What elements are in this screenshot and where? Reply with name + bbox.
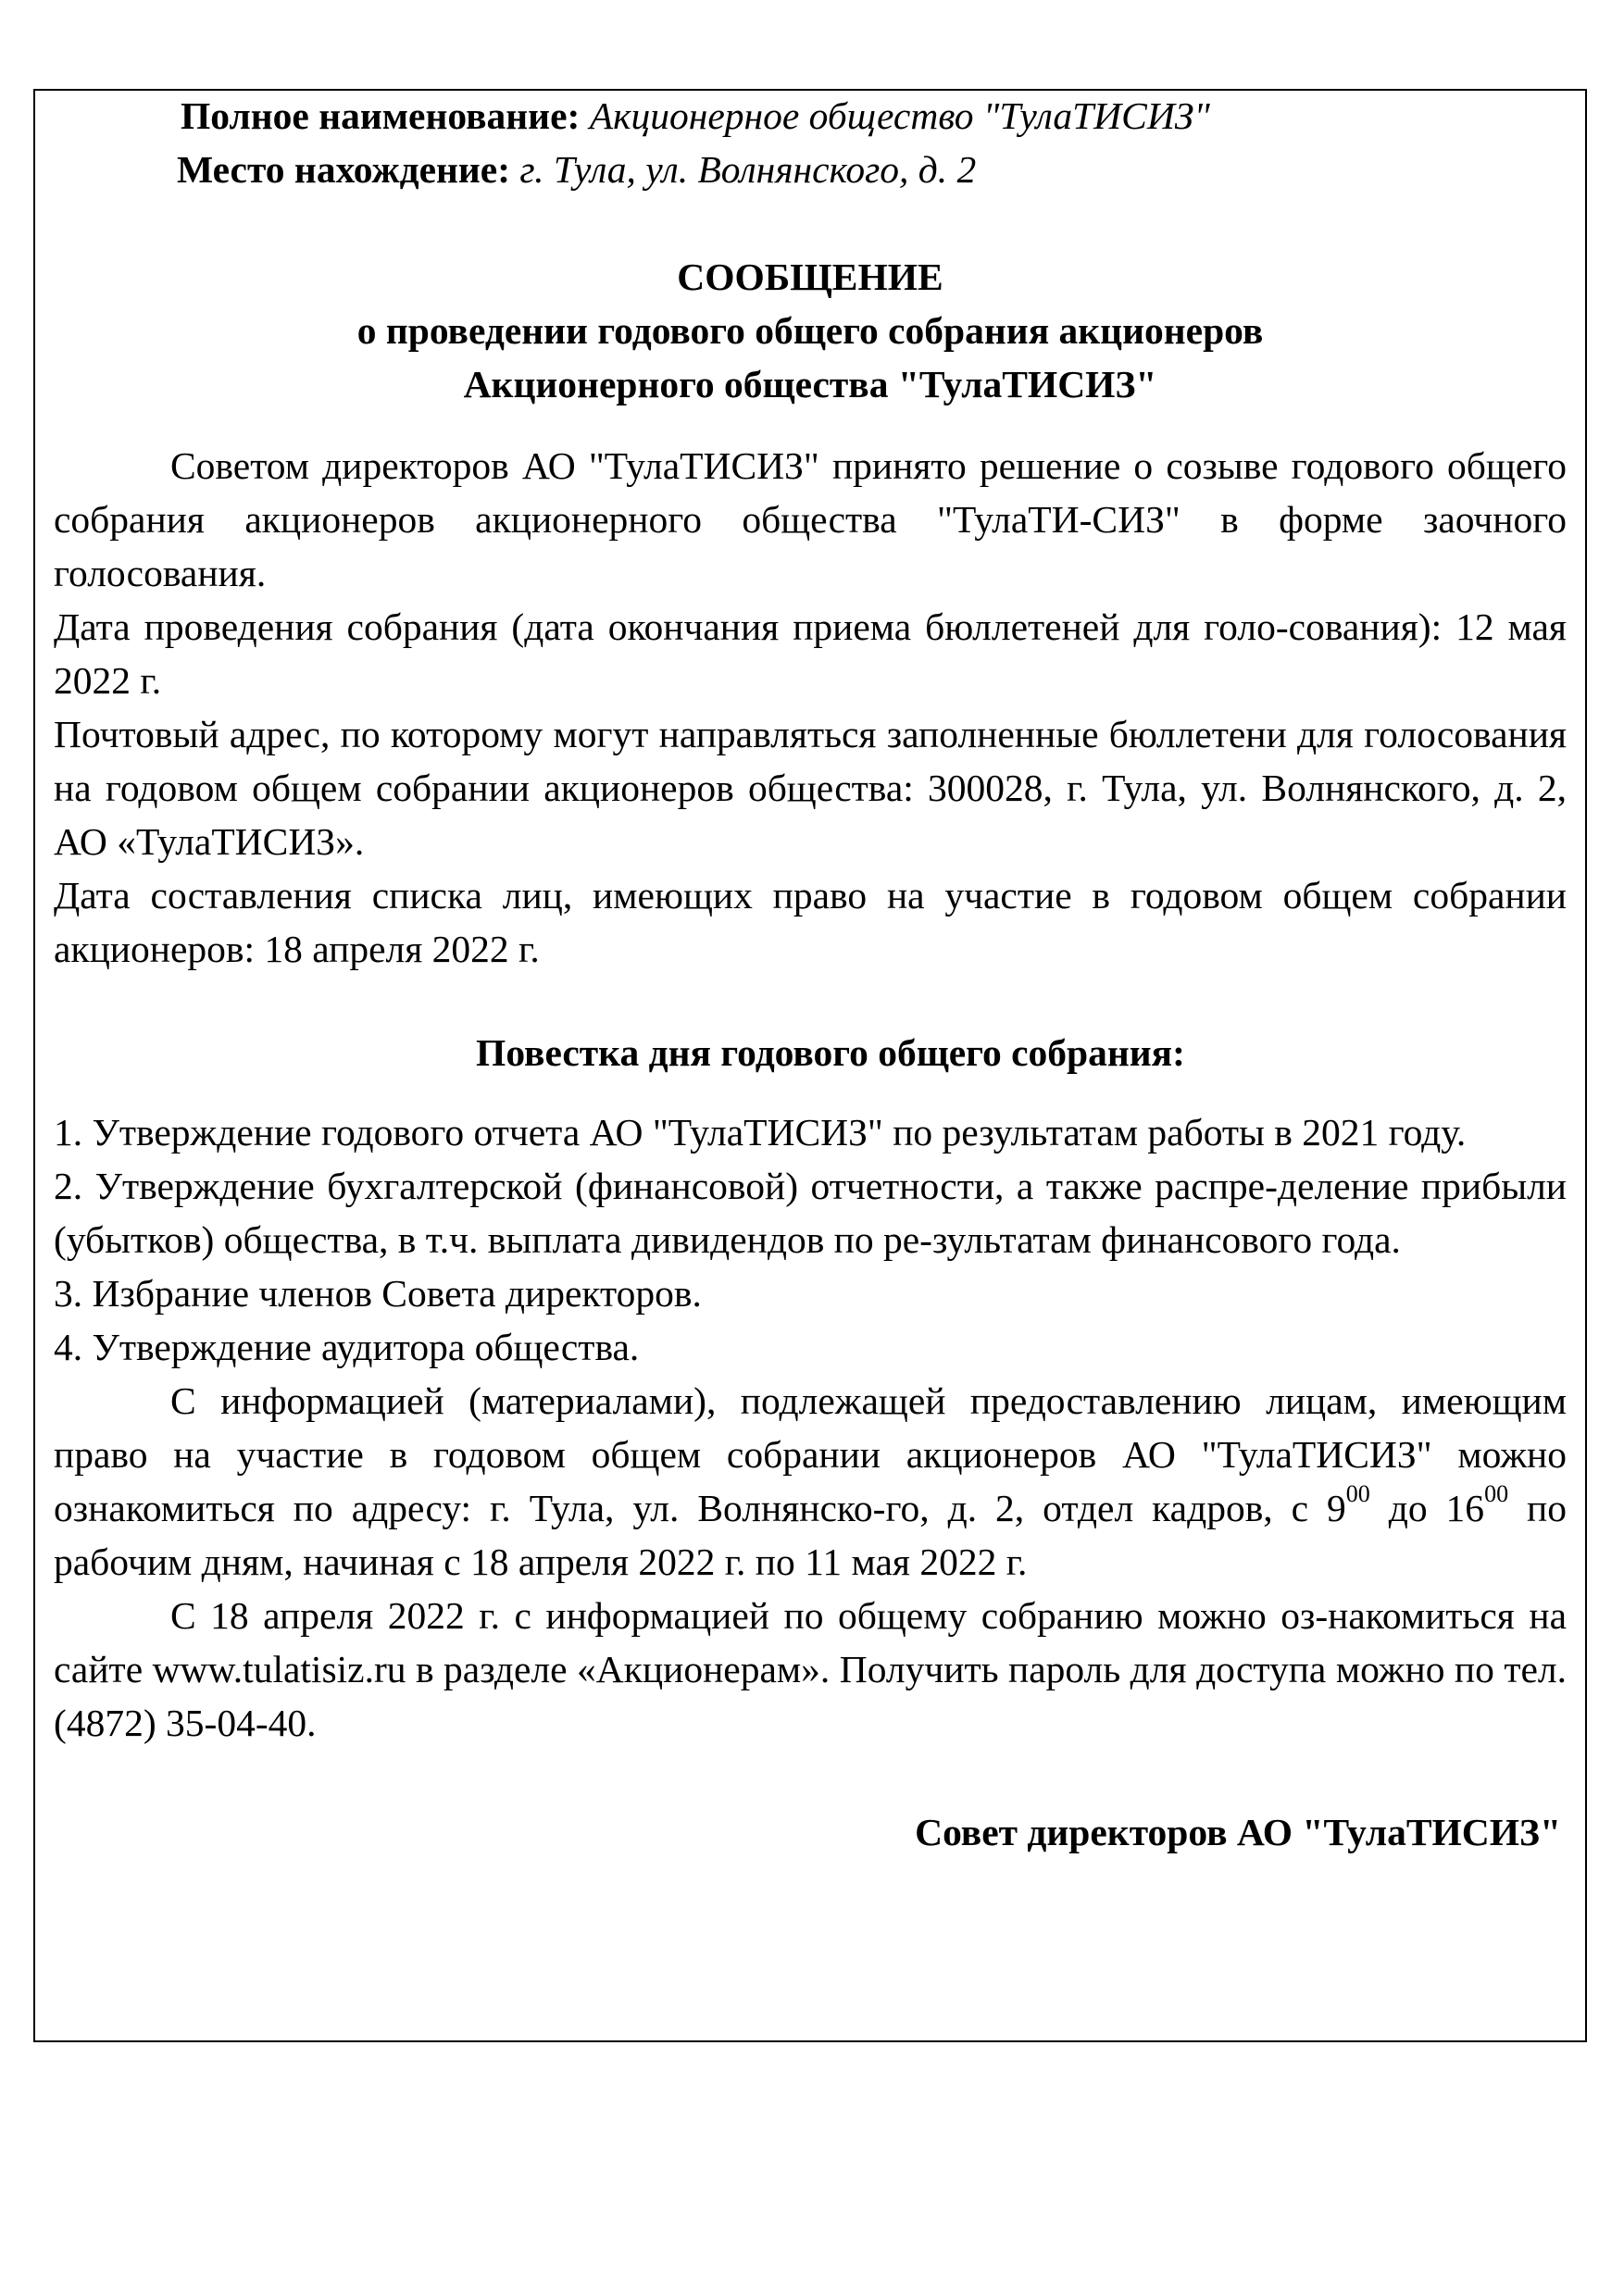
document-title: [54, 250, 1567, 411]
title-line-3: Акционерного общества "ТулаТИСИЗ": [463, 363, 1157, 405]
info-time-start-minutes: 00: [1345, 1480, 1370, 1508]
list-date-paragraph: Дата составления списка лиц, имеющих право на участие в годовом общем собрании акционеров: 18 апреля 2022 г.: [54, 874, 1567, 970]
signature: Совет директоров АО "ТулаТИСИЗ": [915, 1811, 1561, 1853]
document-content: [54, 89, 1567, 1859]
full-name-value: Акционерное общество "ТулаТИСИЗ": [589, 94, 1210, 137]
agenda-item-2: 2. Утверждение бухгалтерской (финансовой) отчетности, а также распре-деление прибыли (убытков) общества, в т.ч. выплата дивидендов по ре-зультатам финансового года.: [54, 1165, 1567, 1261]
meeting-date-paragraph: Дата проведения собрания (дата окончания приема бюллетеней для голо-сования): 12 мая 2022 г.: [54, 605, 1567, 702]
agenda-item-4: 4. Утверждение аудитора общества.: [54, 1326, 640, 1368]
agenda-title: Повестка дня годового общего собрания:: [476, 1031, 1185, 1074]
postal-address-paragraph: Почтовый адрес, по которому могут направляться заполненные бюллетени для голосования на годовом общем собрании акционеров общества: 300028, г. Тула, ул. Волнянского, д. 2, АО «ТулаТИСИЗ».: [54, 713, 1567, 863]
info-text-part-3: по рабочим дням, начиная с 18 апреля 2022 г. по 11 мая 2022 г.: [54, 1487, 1567, 1583]
website-paragraph: С 18 апреля 2022 г. с информацией по общему собранию можно оз-накомиться на сайте www.tulatisiz.ru в разделе «Акционерам». Получить пароль для доступа можно по тел. (4872) 35-04-40.: [54, 1594, 1567, 1744]
location-label: Место нахождение:: [177, 148, 511, 191]
agenda-item-1: 1. Утверждение годового отчета АО "ТулаТИСИЗ" по результатам работы в 2021 году.: [54, 1111, 1467, 1154]
info-time-end-minutes: 00: [1484, 1480, 1509, 1508]
agenda-item-3: 3. Избрание членов Совета директоров.: [54, 1272, 702, 1315]
location-value: г. Тула, ул. Волнянского, д. 2: [519, 148, 977, 191]
full-name-line: [181, 89, 1567, 143]
title-line-1: СООБЩЕНИЕ: [677, 256, 943, 298]
title-line-2: о проведении годового общего собрания акционеров: [356, 309, 1264, 352]
info-text-part-1: С информацией (материалами), подлежащей предоставлению лицам, имеющим право на участие в годовом общем собрании акционеров АО "ТулаТИСИЗ" можно ознакомиться по адресу: г. Тула, ул. Волнянско-го, д. 2, отдел кадров, с 9: [54, 1379, 1567, 1529]
decision-paragraph: Советом директоров АО "ТулаТИСИЗ" принято решение о созыве годового общего собрания акционеров акционерного общества "ТулаТИ-СИЗ" в форме заочного голосования.: [54, 444, 1567, 594]
full-name-label: Полное наименование:: [181, 94, 581, 137]
info-text-part-2: до 16: [1369, 1487, 1485, 1529]
location-line: [177, 143, 1567, 196]
info-paragraph: [54, 1374, 1567, 1589]
